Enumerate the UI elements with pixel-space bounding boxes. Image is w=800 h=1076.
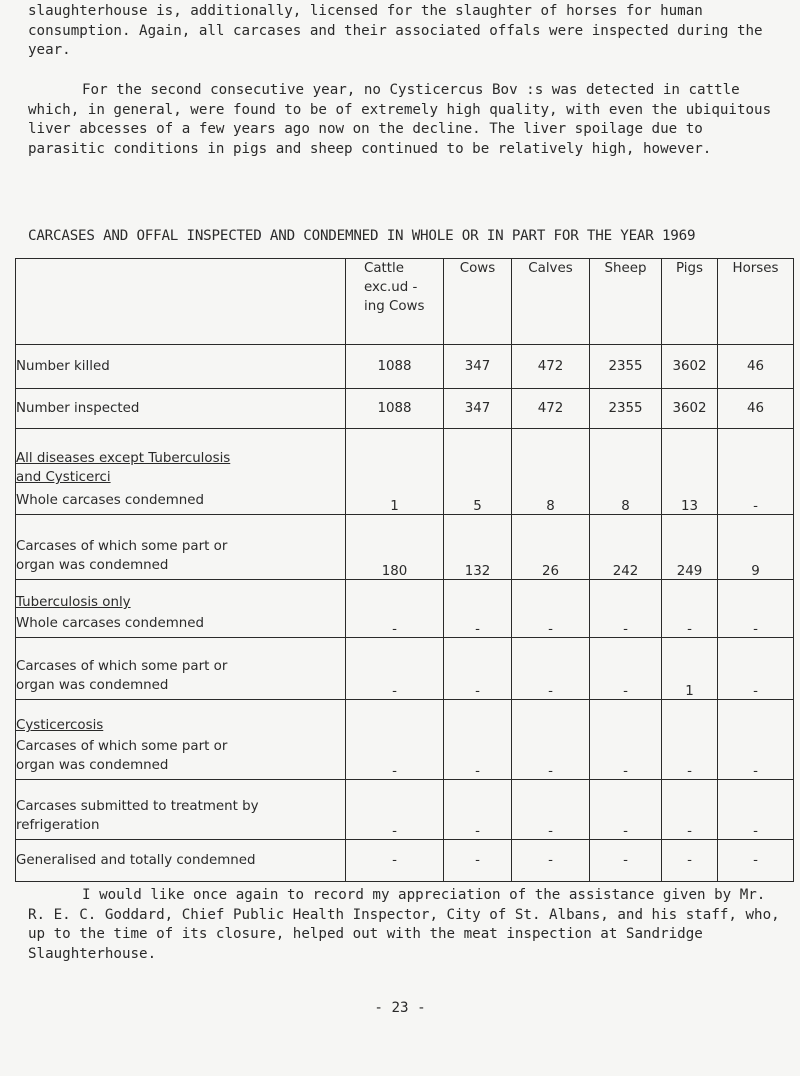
cell-value: - [444, 840, 512, 882]
cell-value: - [512, 840, 590, 882]
cell-value: 347 [444, 389, 512, 429]
cell-value: - [590, 700, 662, 780]
cell-value: - [590, 638, 662, 700]
cell-value: - [346, 638, 444, 700]
intro-paragraph: slaughterhouse is, additionally, licensed for the slaughter of horses for human consumption. Again, all carcases and their associated offals were inspected during the year. [28, 3, 763, 58]
cell-value: - [512, 700, 590, 780]
cell-value: 472 [512, 345, 590, 389]
row-label: organ was condemned [16, 558, 169, 573]
header-blank-cell [16, 259, 346, 345]
column-header-cows: Cows [444, 259, 512, 345]
row-label: refrigeration [16, 818, 100, 833]
cell-value: - [346, 840, 444, 882]
row-label: Carcases of which some part or [16, 659, 228, 674]
cell-value: - [512, 638, 590, 700]
column-header-horses: Horses [718, 259, 794, 345]
cell-value: 249 [662, 515, 718, 580]
row-label-cell [16, 515, 346, 580]
acknowledgement-paragraph: I would like once again to record my appreciation of the assistance given by Mr. R. E. C. Goddard, Chief Public Health Inspector, City of St. Albans, and his staff, who, up to the time of its closure, helped out with the meat inspection at Sandridge Slaughterhouse. [28, 887, 780, 962]
table-row [16, 389, 794, 429]
cell-value: - [718, 638, 794, 700]
row-label: Number inspected [16, 389, 346, 429]
row-label: Number killed [16, 345, 346, 389]
cell-value: 9 [718, 515, 794, 580]
cell-value: - [718, 429, 794, 515]
page-number: - 23 - [374, 1000, 426, 1016]
cell-value: 347 [444, 345, 512, 389]
cell-value: 180 [346, 515, 444, 580]
row-label: Whole carcases condemned [16, 493, 204, 508]
cell-value: - [590, 580, 662, 638]
cell-value: - [590, 840, 662, 882]
cattle-header-line: Cattle [364, 261, 405, 276]
cell-value: - [444, 700, 512, 780]
table-row [16, 840, 794, 882]
cattle-header-line: ing Cows [364, 299, 425, 314]
cell-value: 1088 [346, 389, 444, 429]
row-label: Whole carcases condemned [16, 616, 204, 631]
row-label: Carcases of which some part or [16, 739, 228, 754]
cell-value: 3602 [662, 389, 718, 429]
cysticercus-paragraph: For the second consecutive year, no Cysticercus Bov :s was detected in cattle which, in general, were found to be of extremely high quality, with even the ubiquitous liver abcesses of a few years ago now on the decline. The liver spoilage due to parasitic conditions in pigs and sheep continued to be relatively high, however. [28, 82, 772, 157]
section-title: and Cysticerci [16, 470, 111, 485]
column-header-cattle [346, 259, 444, 345]
column-header-sheep: Sheep [590, 259, 662, 345]
table-row [16, 780, 794, 840]
row-label-cell [16, 580, 346, 638]
cell-value: 242 [590, 515, 662, 580]
cell-value: - [718, 580, 794, 638]
cell-value: - [718, 840, 794, 882]
table-row [16, 700, 794, 780]
row-label: organ was condemned [16, 678, 169, 693]
cell-value: - [662, 780, 718, 840]
column-header-pigs: Pigs [662, 259, 718, 345]
inspection-table [15, 258, 794, 882]
table-row [16, 515, 794, 580]
cell-value: 26 [512, 515, 590, 580]
cell-value: 5 [444, 429, 512, 515]
cell-value: 2355 [590, 389, 662, 429]
cell-value: 8 [512, 429, 590, 515]
cell-value: 13 [662, 429, 718, 515]
row-label: Carcases submitted to treatment by [16, 799, 259, 814]
cell-value: 46 [718, 389, 794, 429]
section-title: Tuberculosis only [16, 595, 131, 610]
cell-value: 3602 [662, 345, 718, 389]
cell-value: - [662, 840, 718, 882]
cell-value: 46 [718, 345, 794, 389]
row-label: Carcases of which some part or [16, 539, 228, 554]
cell-value: - [718, 700, 794, 780]
cell-value: - [444, 780, 512, 840]
row-label-cell [16, 780, 346, 840]
row-label-cell [16, 429, 346, 515]
cattle-header-line: exc.ud - [364, 280, 418, 295]
cell-value: - [346, 780, 444, 840]
cell-value: 2355 [590, 345, 662, 389]
table-heading: CARCASES AND OFFAL INSPECTED AND CONDEMNED IN WHOLE OR IN PART FOR THE YEAR 1969 [28, 228, 696, 244]
row-label: organ was condemned [16, 758, 169, 773]
table-row [16, 638, 794, 700]
cell-value: - [662, 580, 718, 638]
cell-value: 1 [346, 429, 444, 515]
table-row [16, 429, 794, 515]
cell-value: 472 [512, 389, 590, 429]
row-label: Generalised and totally condemned [16, 840, 346, 882]
cell-value: 1 [662, 638, 718, 700]
section-title: All diseases except Tuberculosis [16, 451, 231, 466]
row-label-cell [16, 700, 346, 780]
table-row [16, 580, 794, 638]
cell-value: - [590, 780, 662, 840]
cell-value: 8 [590, 429, 662, 515]
cell-value: 1088 [346, 345, 444, 389]
cell-value: - [512, 780, 590, 840]
row-label-cell [16, 638, 346, 700]
cell-value: - [346, 700, 444, 780]
cell-value: - [444, 580, 512, 638]
cell-value: - [512, 580, 590, 638]
cell-value: - [662, 700, 718, 780]
column-header-calves: Calves [512, 259, 590, 345]
table-row [16, 345, 794, 389]
cell-value: - [718, 780, 794, 840]
cell-value: 132 [444, 515, 512, 580]
cell-value: - [346, 580, 444, 638]
section-title: Cysticercosis [16, 718, 104, 733]
table-header-row [16, 259, 794, 345]
cell-value: - [444, 638, 512, 700]
